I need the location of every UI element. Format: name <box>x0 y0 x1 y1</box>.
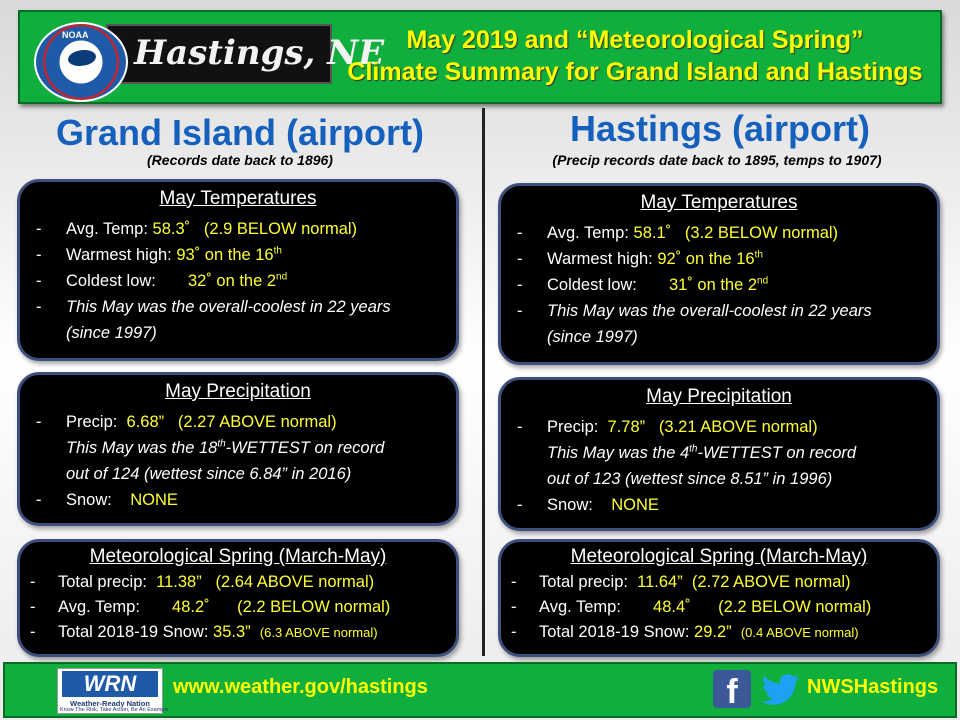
gi-cool-note-row: - This May was the overall-coolest in 22 years <box>20 294 456 320</box>
gi-low-value: 32˚ on the 2 <box>187 272 277 290</box>
wrn-tagline: Weather-Ready Nation <box>70 699 150 708</box>
facebook-icon[interactable]: f <box>713 670 751 708</box>
has-spring-temp-label: Avg. Temp: <box>539 598 621 616</box>
has-spring-precip-row: - Total precip: 11.64” (2.72 ABOVE normal) <box>511 573 851 591</box>
gi-precip-note: (2.27 ABOVE normal) <box>177 413 337 431</box>
gi-cool-note-2: (since 1997) <box>66 324 157 342</box>
has-rank-row <box>501 440 937 466</box>
has-spring-precip-label: Total precip: <box>539 573 628 591</box>
gi-spring-temp-value: 48.2˚ <box>172 598 210 616</box>
has-rank-sup: th <box>689 443 698 455</box>
has-avg-temp-note: (3.2 BELOW normal) <box>684 224 839 242</box>
title-line-1: May 2019 and “Meteorological Spring” <box>406 26 864 54</box>
gi-snow-row: - Snow: NONE <box>36 491 178 509</box>
noaa-logo-text: NOAA <box>62 30 89 40</box>
gi-precip-heading: May Precipitation <box>165 381 311 402</box>
has-low-sup: nd <box>757 275 769 287</box>
gi-spring-snow-label: Total 2018-19 Snow: <box>58 623 209 641</box>
gi-rank-sup: th <box>217 438 226 450</box>
gi-spring-precip-note: (2.64 ABOVE normal) <box>215 573 375 591</box>
gi-high-sup: th <box>273 245 282 257</box>
footer-banner <box>3 662 957 718</box>
station-badge <box>106 24 385 84</box>
gi-spring-snow-note: (6.3 ABOVE normal) <box>259 625 378 640</box>
has-spring-precip-value: 11.64” <box>637 573 683 591</box>
has-warmest-high-row: - Warmest high: 92˚ on the 16th <box>517 249 763 268</box>
has-low-value: 31˚ on the 2 <box>668 276 758 294</box>
has-cool-note-row-2 <box>501 324 937 350</box>
has-high-value: 92˚ on the 16 <box>657 250 755 268</box>
gi-may-temperatures-box <box>17 179 459 361</box>
has-spring-heading: Meteorological Spring (March-May) <box>570 546 868 567</box>
has-spring-temp-value: 48.4˚ <box>653 598 691 616</box>
has-precip-note: (3.21 ABOVE normal) <box>658 418 818 436</box>
gi-spring-temp-note: (2.2 BELOW normal) <box>237 598 391 616</box>
has-cool-note: This May was the overall-coolest in 22 years <box>547 302 872 320</box>
has-avg-temp-label: Avg. Temp: <box>547 224 629 242</box>
gi-spring-heading: Meteorological Spring (March-May) <box>89 546 387 567</box>
gi-spring-box <box>17 539 459 657</box>
has-temps-heading: May Temperatures <box>640 192 798 213</box>
has-snow-label: Snow: <box>547 496 593 514</box>
has-precip-value: 7.78” <box>607 418 646 436</box>
has-cool-note-row: - This May was the overall-coolest in 22 years <box>501 298 937 324</box>
has-spring-precip-note: (2.72 ABOVE normal) <box>691 573 851 591</box>
has-spring-box <box>498 539 940 657</box>
gi-avg-temp-label: Avg. Temp: <box>66 220 148 238</box>
noaa-logo <box>34 22 128 102</box>
gi-spring-snow-value: 35.3” <box>213 623 251 641</box>
wrn-logo[interactable] <box>57 668 169 714</box>
grand-island-title: Grand Island (airport) <box>55 112 425 153</box>
gi-avg-temp-value: 58.3˚ <box>152 220 191 238</box>
has-high-sup: th <box>754 249 763 261</box>
has-rank-post: -WETTEST on record <box>697 444 857 462</box>
hastings-title: Hastings (airport) <box>569 108 871 149</box>
gi-precip-row: - Precip: 6.68” (2.27 ABOVE normal) <box>36 413 337 431</box>
gi-spring-temp-label: Avg. Temp: <box>58 598 140 616</box>
gi-snow-value: NONE <box>130 491 178 509</box>
gi-temps-heading: May Temperatures <box>159 188 317 209</box>
gi-spring-precip-value: 11.38” <box>156 573 202 591</box>
gi-rank-line2: out of 124 (wettest since 6.84” in 2016) <box>66 465 352 483</box>
page-title <box>330 24 940 88</box>
has-may-temperatures-box <box>498 183 940 365</box>
gi-spring-temp-row: - Avg. Temp: 48.2˚ (2.2 BELOW normal) <box>30 598 391 616</box>
has-snow-value: NONE <box>611 496 659 514</box>
gi-rank-pre: This May was the 18 <box>66 439 218 457</box>
wrn-tagline-2: Know The Risk, Take Action, Be An Example <box>60 707 169 713</box>
header-banner <box>18 10 942 104</box>
has-coldest-low-row: - Coldest low: 31˚ on the 2nd <box>517 275 769 294</box>
has-spring-snow-note: (0.4 ABOVE normal) <box>740 625 859 640</box>
gi-avg-temp-row: - Avg. Temp: 58.3˚ (2.9 BELOW normal) <box>36 220 358 238</box>
gi-cool-note: This May was the overall-coolest in 22 years <box>66 298 391 316</box>
gi-rank-row <box>20 435 456 461</box>
gi-rank-post: -WETTEST on record <box>225 439 385 457</box>
has-snow-row: - Snow: NONE <box>517 496 659 514</box>
has-spring-snow-row: - Total 2018-19 Snow: 29.2” (0.4 ABOVE normal) <box>511 623 859 641</box>
gi-low-label: Coldest low: <box>66 272 156 290</box>
column-divider <box>482 108 485 656</box>
gi-precip-value: 6.68” <box>126 413 165 431</box>
has-rank-row-2 <box>501 466 937 492</box>
has-spring-temp-row: - Avg. Temp: 48.4˚ (2.2 BELOW normal) <box>511 598 872 616</box>
has-avg-temp-row: - Avg. Temp: 58.1˚ (3.2 BELOW normal) <box>517 224 839 242</box>
gi-high-value: 93˚ on the 16 <box>176 246 274 264</box>
has-spring-snow-label: Total 2018-19 Snow: <box>539 623 690 641</box>
noaa-bird-icon <box>68 50 96 66</box>
wrn-logo-text: WRN <box>62 671 158 697</box>
gi-spring-snow-row: - Total 2018-19 Snow: 35.3” (6.3 ABOVE normal) <box>30 623 378 641</box>
has-precip-row: - Precip: 7.78” (3.21 ABOVE normal) <box>517 418 818 436</box>
has-rank-pre: This May was the 4 <box>547 444 690 462</box>
gi-high-label: Warmest high: <box>66 246 172 264</box>
gi-coldest-low-row: - Coldest low: 32˚ on the 2nd <box>36 271 288 290</box>
grand-island-subtitle: (Records date back to 1896) <box>147 152 333 168</box>
gi-may-precip-box <box>17 372 459 526</box>
gi-spring-precip-label: Total precip: <box>58 573 147 591</box>
gi-precip-label: Precip: <box>66 413 118 431</box>
gi-cool-note-row-2 <box>20 320 456 346</box>
title-line-2: Climate Summary for Grand Island and Hastings <box>347 58 923 86</box>
has-spring-temp-note: (2.2 BELOW normal) <box>718 598 872 616</box>
has-low-label: Coldest low: <box>547 276 637 294</box>
has-spring-snow-value: 29.2” <box>694 623 732 641</box>
social-handle[interactable]: NWSHastings <box>807 676 939 698</box>
gi-snow-label: Snow: <box>66 491 112 509</box>
hastings-subtitle: (Precip records date back to 1895, temps to 1907) <box>552 152 882 168</box>
twitter-icon[interactable] <box>761 670 801 708</box>
has-precip-label: Precip: <box>547 418 599 436</box>
has-rank-line2: out of 123 (wettest since 8.51” in 1996) <box>547 470 833 488</box>
has-avg-temp-value: 58.1˚ <box>633 224 672 242</box>
has-cool-note-2: (since 1997) <box>547 328 638 346</box>
gi-low-sup: nd <box>276 271 288 283</box>
gi-avg-temp-note: (2.9 BELOW normal) <box>203 220 358 238</box>
has-precip-heading: May Precipitation <box>646 386 792 407</box>
gi-warmest-high-row: - Warmest high: 93˚ on the 16th <box>36 245 282 264</box>
gi-rank-row-2 <box>20 461 456 487</box>
gi-spring-precip-row: - Total precip: 11.38” (2.64 ABOVE normal) <box>30 573 375 591</box>
has-high-label: Warmest high: <box>547 250 653 268</box>
has-may-precip-box <box>498 377 940 531</box>
station-name: Hastings, NE <box>134 33 385 73</box>
website-link[interactable]: www.weather.gov/hastings <box>173 676 428 698</box>
